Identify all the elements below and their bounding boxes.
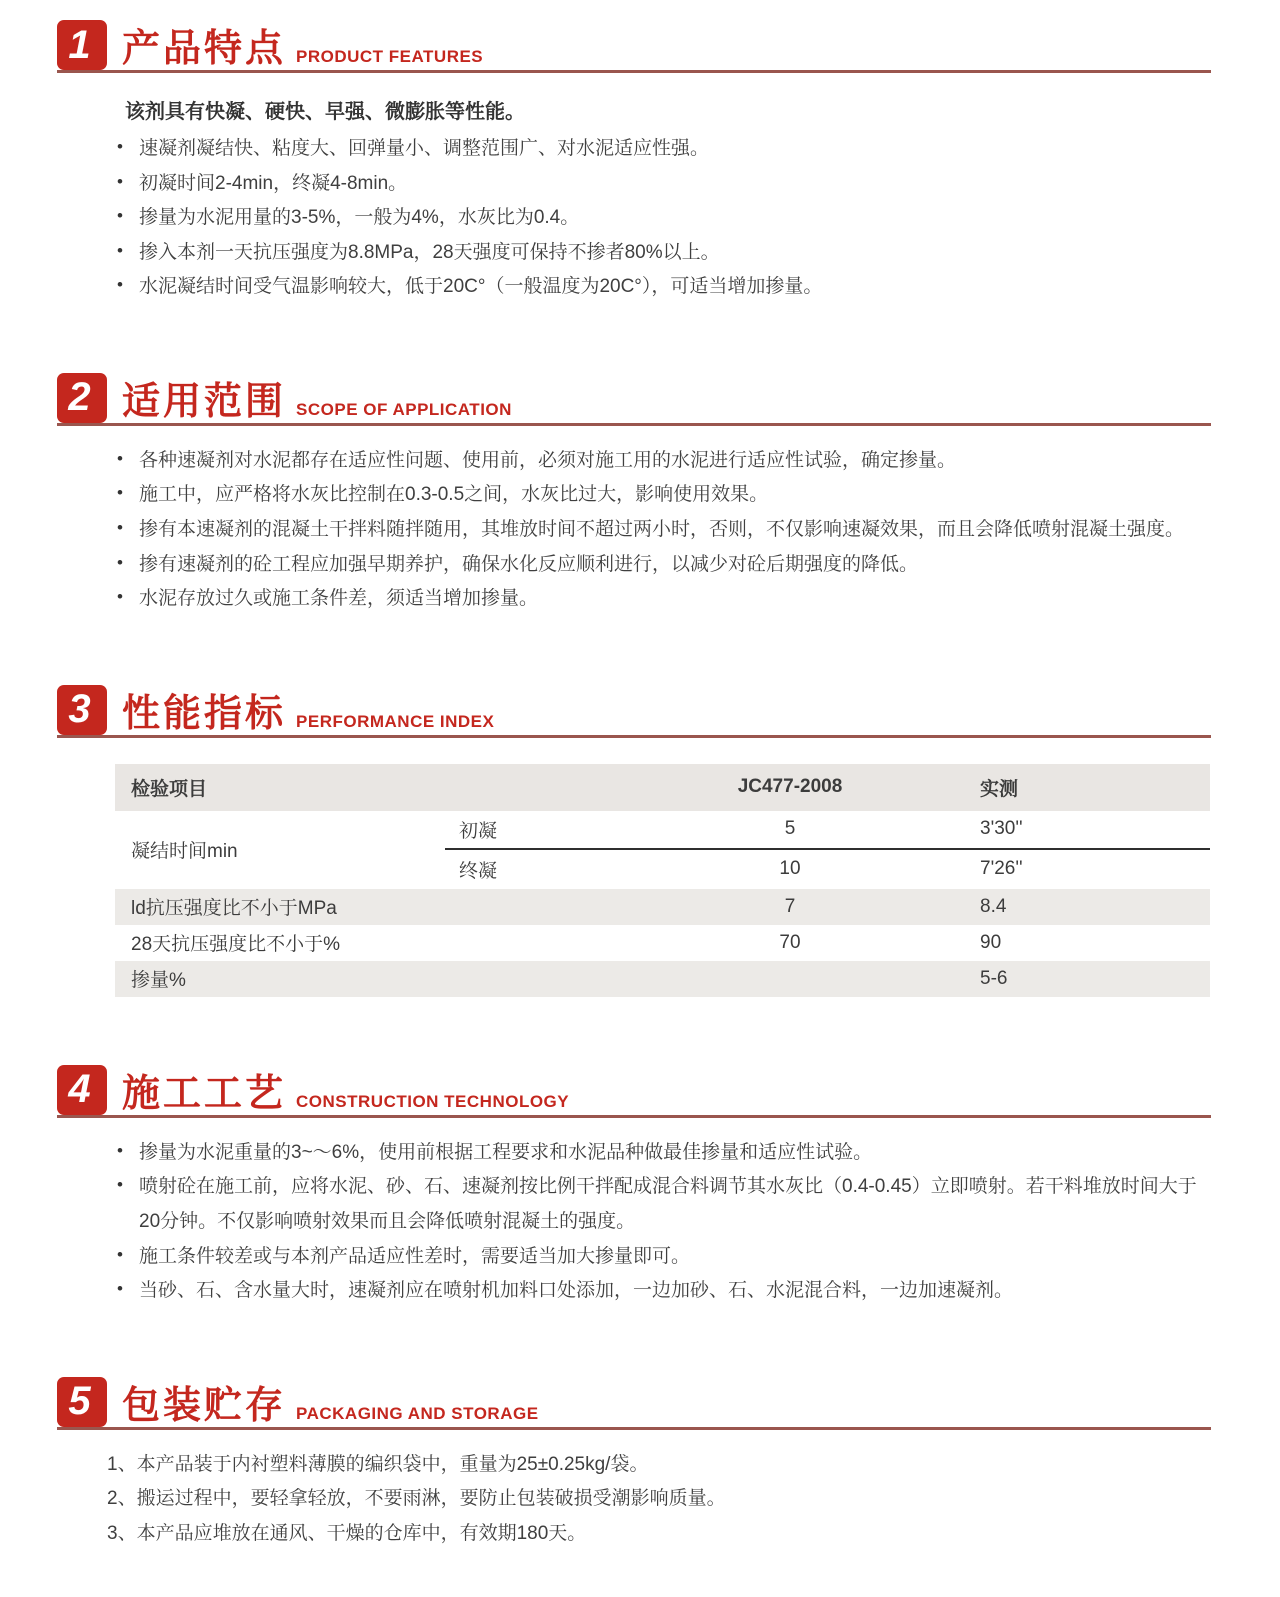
table-cell-standard [600,961,980,997]
section-number-badge [57,685,107,735]
section-title-zh: 产品特点 [122,28,287,70]
table-cell-standard: 70 [779,931,801,953]
table-header-item: 检验项目 [131,778,208,800]
section-header [57,1377,1211,1430]
section-body [57,1118,1211,1309]
bullet-list [115,1136,1211,1309]
table-header-row [115,764,1210,811]
section-header [57,685,1211,738]
section-title-zh: 适用范围 [122,380,287,423]
bullet-item: • 喷射砼在施工前，应将水泥、砂、石、速凝剂按比例干拌配成混合料调节其水灰比（0.4-0.45）立即喷射。若干料堆放时间大于20分钟。不仅影响喷射效果而且会降低喷射混凝土的强度。 [115,1170,1211,1239]
bullet-item: • 施工条件较差或与本剂产品适应性差时，需要适当加大掺量即可。 [115,1240,1211,1275]
table-cell-measured: 3'30'' [980,818,1023,840]
table-cell-measured: 5-6 [980,967,1008,989]
bullet-item: • 掺量为水泥用量的3-5%，一般为4%，水灰比为0.4。 [115,201,1211,236]
bullet-item: • 当砂、石、含水量大时，速凝剂应在喷射机加料口处添加，一边加砂、石、水泥混合料，一边加速凝剂。 [115,1274,1211,1309]
section-title-en: PERFORMANCE INDEX [296,711,495,731]
bullet-item: • 掺有速凝剂的砼工程应加强早期养护，确保水化反应顺利进行，以减少对砼后期强度的降低。 [115,548,1211,583]
section-header [57,1065,1211,1118]
table-row [115,961,1210,997]
table-cell-standard: 10 [779,858,801,880]
bullet-item: • 各种速凝剂对水泥都存在适应性问题、使用前，必须对施工用的水泥进行适应性试验，确定掺量。 [115,444,1211,479]
table-cell-measured: 7'26'' [980,858,1023,880]
table-cell-sub: 初凝 [459,820,498,842]
table-row [115,889,1210,925]
performance-table [115,764,1210,997]
numbered-item: 3、本产品应堆放在通风、干燥的仓库中，有效期180天。 [107,1522,587,1544]
table-cell-measured: 8.4 [980,895,1007,917]
section-packaging-and-storage [57,1377,1211,1552]
table-subrow-final-set [445,850,1210,889]
section-number: 2 [68,375,91,420]
section-product-features [57,20,1211,305]
bullet-list [115,444,1211,617]
table-cell-item: 掺量% [131,970,186,992]
bullet-item: • 施工中，应严格将水灰比控制在0.3-0.5之间，水灰比过大，影响使用效果。 [115,478,1211,513]
bullet-list [115,132,1211,305]
section-number-badge [57,1065,107,1115]
table-row-setting-time [115,811,1210,889]
section-title-zh: 性能指标 [122,692,287,735]
intro-line: 该剂具有快凝、硬快、早强、微膨胀等性能。 [125,101,525,123]
numbered-item: 2、搬运过程中，要轻拿轻放，不要雨淋，要防止包装破损受潮影响质量。 [107,1488,726,1510]
section-title-en: CONSTRUCTION TECHNOLOGY [296,1091,570,1111]
bullet-item: • 水泥凝结时间受气温影响较大，低于20C°（一般温度为20C°），可适当增加掺量。 [115,270,1211,305]
bullet-item: • 掺有本速凝剂的混凝土干拌料随拌随用，其堆放时间不超过两小时，否则，不仅影响速凝效果，而且会降低喷射混凝土强度。 [115,513,1211,548]
table-row [115,925,1210,961]
bullet-item: • 掺量为水泥重量的3~～6%，使用前根据工程要求和水泥品种做最佳掺量和适应性试验。 [115,1136,1211,1171]
numbered-item: 1、本产品装于内衬塑料薄膜的编织袋中，重量为25±0.25kg/袋。 [107,1453,649,1475]
table-header-standard: JC477-2008 [737,776,843,798]
table-cell-standard: 5 [784,818,796,840]
table-cell-item: 28天抗压强度比不小于% [131,934,341,956]
table-cell-measured: 90 [980,931,1002,953]
section-title-zh: 施工工艺 [122,1072,287,1115]
section-title-en: PACKAGING AND STORAGE [296,1403,539,1423]
table-cell-item: 凝结时间min [131,841,238,863]
bullet-item: • 水泥存放过久或施工条件差，须适当增加掺量。 [115,582,1211,617]
section-body [57,426,1211,617]
section-performance-index [57,685,1211,997]
section-number: 1 [68,22,91,67]
table-cell-item: ld抗压强度比不小于MPa [131,898,337,920]
section-number: 3 [68,687,91,732]
section-header [57,20,1211,73]
section-body [57,1430,1211,1552]
numbered-list [107,1448,1211,1552]
section-number-badge [57,373,107,423]
table-header-measured: 实测 [980,778,1019,800]
section-title-en: SCOPE OF APPLICATION [296,399,512,419]
section-number-badge [57,20,107,70]
section-title-en: PRODUCT FEATURES [296,47,484,66]
bullet-item: • 初凝时间2-4min，终凝4-8min。 [115,167,1211,202]
bullet-item: • 速凝剂凝结快、粘度大、回弹量小、调整范围广、对水泥适应性强。 [115,132,1211,167]
section-construction-technology [57,1065,1211,1309]
section-header [57,373,1211,426]
section-number: 4 [68,1067,91,1112]
table-subrow-initial-set [445,811,1210,850]
table-cell-standard: 7 [784,895,796,917]
section-scope-of-application [57,373,1211,617]
bullet-item: • 掺入本剂一天抗压强度为8.8MPa，28天强度可保持不掺者80%以上。 [115,236,1211,271]
setting-time-subrows [445,811,1210,889]
section-number: 5 [68,1379,91,1424]
section-number-badge [57,1377,107,1427]
table-cell-sub: 终凝 [459,860,498,882]
section-body [57,73,1211,305]
section-title-zh: 包装贮存 [122,1384,287,1427]
